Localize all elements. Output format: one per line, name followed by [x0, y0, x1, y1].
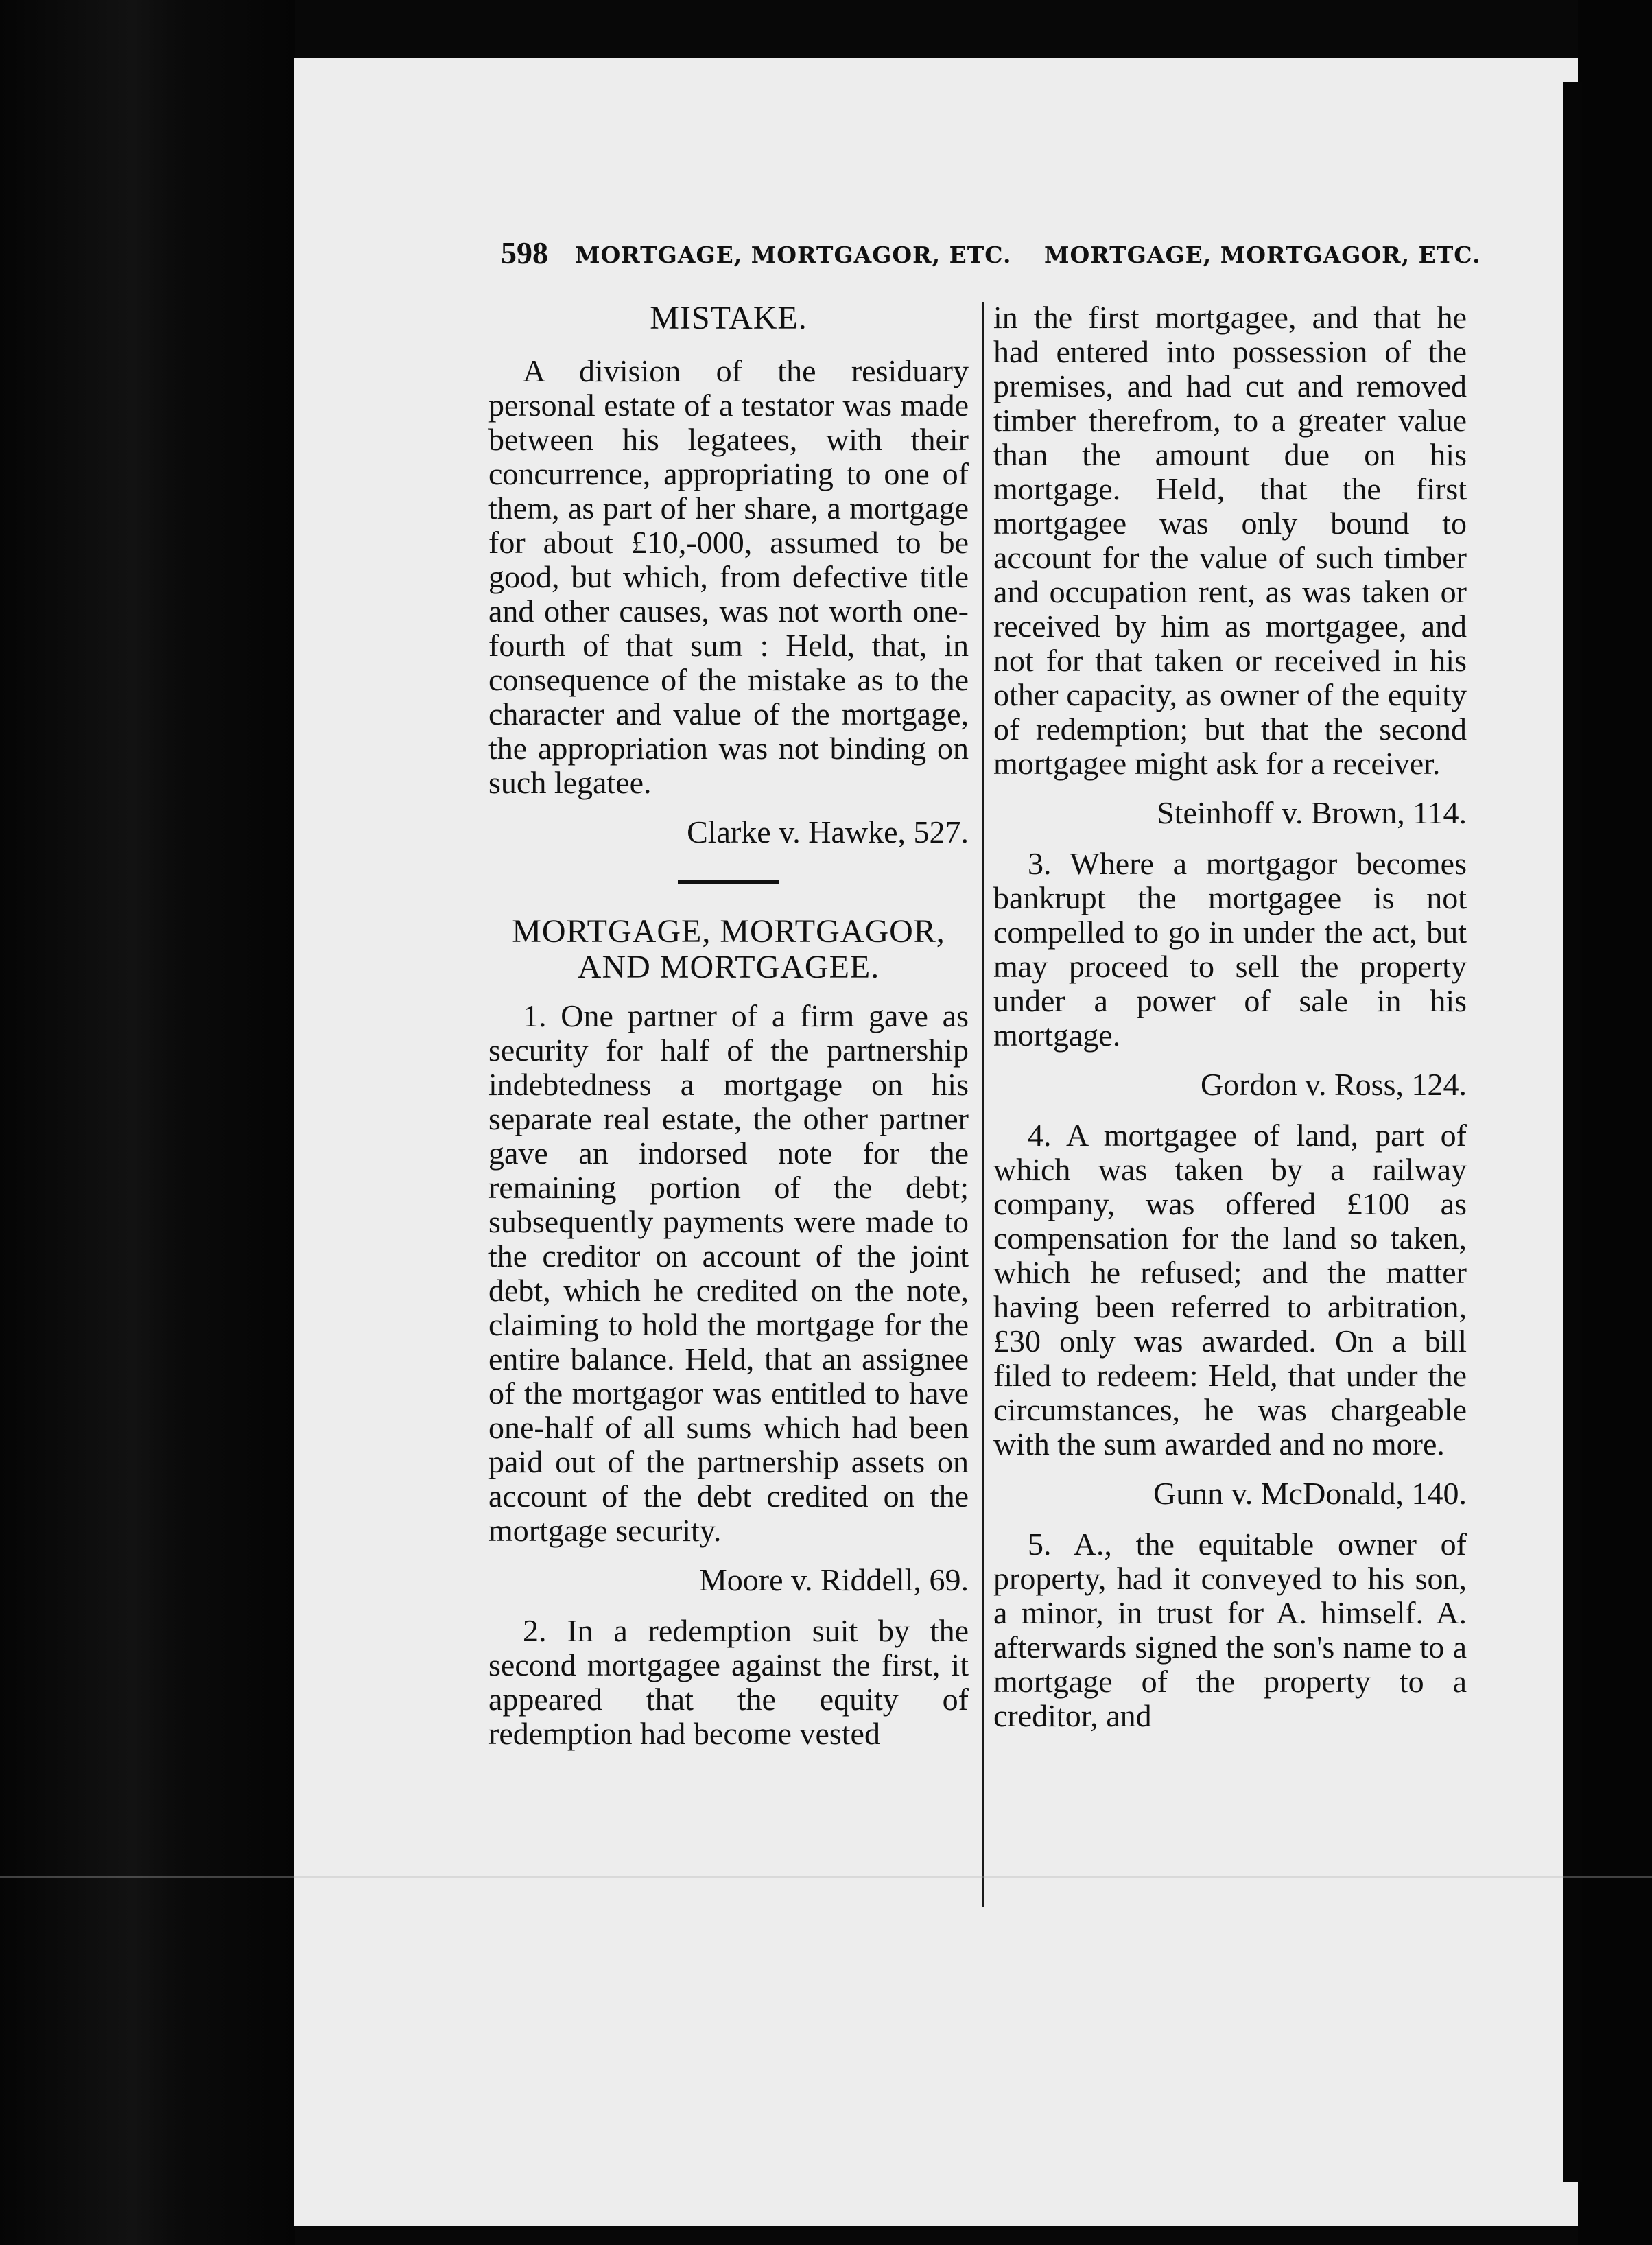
item-3-paragraph: 3. Where a mortgagor becomes bankrupt the mortgagee is not compelled to go in under the act, but may proceed to sell the property under a power of sale in his mortgage.	[993, 846, 1467, 1053]
item-4-paragraph: 4. A mortgagee of land, part of which was taken by a railway company, was offered £100 as compensation for the land so taken, which he refused; and the matter having been referred to arbitration, £30 only was awarded. On a bill filed to redeem: Held, that under the circumstances, he was chargeable with the sum awarded and no more.	[993, 1118, 1467, 1461]
scan-artifact-line	[0, 1876, 1652, 1878]
item-1-paragraph: 1. One partner of a firm gave as security for half of the partnership indebtedness a mortgage on his separate real estate, the other partner gave an indorsed note for the remaining portion of the debt; subsequently payments were made to the creditor on account of the joint debt, which he credited on the note, claiming to hold the mortgage for the entire balance. Held, that an assignee of the mortgagor was entitled to have one-half of all sums which had been paid out of the partnership assets on account of the debt credited on the mortgage security.	[488, 998, 969, 1548]
page-number: 598	[501, 235, 548, 270]
item-4-citation: Gunn v. McDonald, 140.	[1153, 1476, 1467, 1511]
right-column	[993, 301, 1467, 1733]
item-2-paragraph: 2. In a redemption suit by the second mortgagee against the first, it appeared that the equity of redemption had become vested	[488, 1613, 969, 1751]
section-title-mistake: MISTAKE.	[650, 300, 807, 336]
running-head	[0, 235, 1652, 276]
film-border-right	[1578, 0, 1652, 2245]
column-divider	[982, 302, 984, 1907]
item-3-citation: Gordon v. Ross, 124.	[1200, 1067, 1467, 1102]
left-column	[488, 301, 969, 1751]
section-separator-rule	[678, 880, 779, 884]
section-title-mortgage-line2: AND MORTGAGEE.	[577, 949, 880, 985]
section-title-mortgage-line1: MORTGAGE, MORTGAGOR,	[512, 913, 945, 950]
running-head-right: MORTGAGE, MORTGAGOR, ETC.	[1044, 242, 1481, 268]
mistake-citation: Clarke v. Hawke, 527.	[687, 814, 969, 849]
item-2-citation: Steinhoff v. Brown, 114.	[1157, 795, 1467, 830]
adjacent-page-edge	[1563, 82, 1582, 2182]
item-5-paragraph: 5. A., the equitable owner of property, had it conveyed to his son, a minor, in trust for A. himself. A. afterwards signed the son's name to a mortgage of the property to a creditor, and	[993, 1527, 1467, 1733]
item-2-continued-paragraph: in the first mortgagee, and that he had entered into possession of the premises, and had cut and removed timber therefrom, to a greater value than the amount due on his mortgage. Held, that the first mortgagee was only bound to account for the value of such timber and occupation rent, as was taken or received by him as mortgagee, and not for that taken or received in his other capacity, as owner of the equity of redemption; but that the second mortgagee might ask for a receiver.	[993, 300, 1467, 781]
film-border-left	[0, 0, 295, 2245]
mistake-paragraph: A division of the residuary personal estate of a testator was made between his legatees, with their concurrence, appropriating to one of them, as part of her share, a mortgage for about £10,-000, assumed to be good, but which, from defective title and other causes, was not worth one-fourth of that sum : Held, that, in consequence of the mistake as to the character and value of the mortgage, the appropriation was not binding on such legatee.	[488, 353, 969, 800]
item-1-citation: Moore v. Riddell, 69.	[698, 1562, 969, 1597]
running-head-left: MORTGAGE, MORTGAGOR, ETC.	[575, 242, 1012, 268]
